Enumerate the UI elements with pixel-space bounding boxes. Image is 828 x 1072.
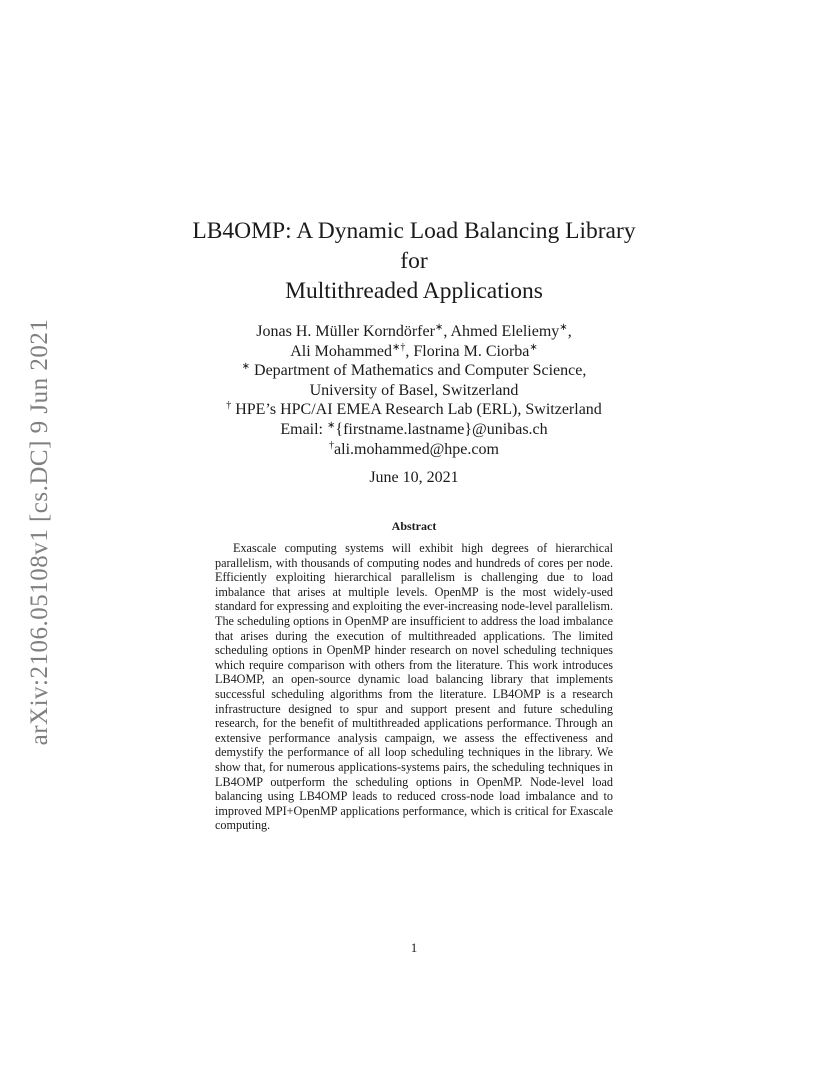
- author-name: Ahmed Eleliemy: [450, 323, 560, 340]
- email-line-1: [0, 420, 828, 440]
- email-mark: ∗: [327, 419, 336, 431]
- affiliation-text: Department of Mathematics and Computer Science,: [250, 362, 587, 380]
- author-mark: ∗: [434, 322, 444, 333]
- affiliation-1-line-2: University of Basel, Switzerland: [309, 381, 519, 399]
- title-line-2: for: [400, 248, 428, 274]
- affiliation-mark: †: [226, 400, 232, 412]
- author-mark: ∗: [559, 322, 568, 333]
- author-separator: ,: [405, 342, 414, 360]
- email-label: Email:: [280, 420, 327, 438]
- title-line-3: Multithreaded Applications: [285, 278, 543, 304]
- author-name: Ali Mohammed: [290, 342, 392, 360]
- arxiv-identifier: arXiv:2106.05108v1 [cs.DC] 9 Jun 2021: [26, 318, 53, 746]
- title-line-1: LB4OMP: A Dynamic Load Balancing Library: [192, 218, 636, 244]
- affiliation-mark: ∗: [241, 361, 251, 373]
- email-line-2: [0, 440, 828, 460]
- author-block: [0, 322, 828, 459]
- author-line-2: [0, 342, 828, 362]
- abstract-heading: Abstract: [391, 519, 437, 533]
- author-separator: ,: [443, 323, 451, 340]
- author-separator: ,: [567, 323, 572, 340]
- paper-title: [0, 216, 828, 306]
- email-address: ali.mohammed@hpe.com: [334, 440, 499, 458]
- affiliation-text: HPE’s HPC/AI EMEA Research Lab (ERL), Switzerland: [231, 401, 602, 419]
- abstract-text: Exascale computing systems will exhibit high degrees of hierarchical parallelism, with thousands of computing nodes and hundreds of cores per node. Efficiently exploiting hierarchical parallelism is challenging due to load imbalance that arises at multiple levels. OpenMP is the most widely-used standard for expressing and exploiting the ever-increasing node-level parallelism. The scheduling options in OpenMP are insufficient to address the load imbalance that arises during the execution of multithreaded applications. The limited scheduling options in OpenMP hinder research on novel scheduling techniques which require comparison with others from the literature. This work introduces LB4OMP, an open-source dynamic load balancing library that implements successful scheduling algorithms from the literature. LB4OMP is a research infrastructure designed to spur and support present and future scheduling research, for the benefit of multithreaded applications performance. Through an extensive performance analysis campaign, we assess the effectiveness and demystify the performance of all loop scheduling techniques in the library. We show that, for numerous applications-systems pairs, the scheduling techniques in LB4OMP outperform the scheduling options in OpenMP. Node-level load balancing using LB4OMP leads to reduced cross-node load imbalance and to improved MPI+OpenMP applications performance, which is critical for Exascale computing.: [215, 541, 613, 833]
- author-mark: ∗: [529, 341, 538, 353]
- author-name: Florina M. Ciorba: [413, 342, 530, 360]
- author-line-1: [0, 322, 828, 342]
- affiliation-1: [0, 361, 828, 381]
- author-mark: ∗†: [391, 341, 406, 353]
- affiliation-2: [0, 400, 828, 420]
- paper-date: June 10, 2021: [369, 469, 459, 486]
- page-number: 1: [410, 940, 418, 955]
- email-mark: †: [329, 439, 335, 451]
- email-address: {firstname.lastname}@unibas.ch: [335, 420, 548, 438]
- author-name: Jonas H. Müller Korndörfer: [256, 323, 435, 340]
